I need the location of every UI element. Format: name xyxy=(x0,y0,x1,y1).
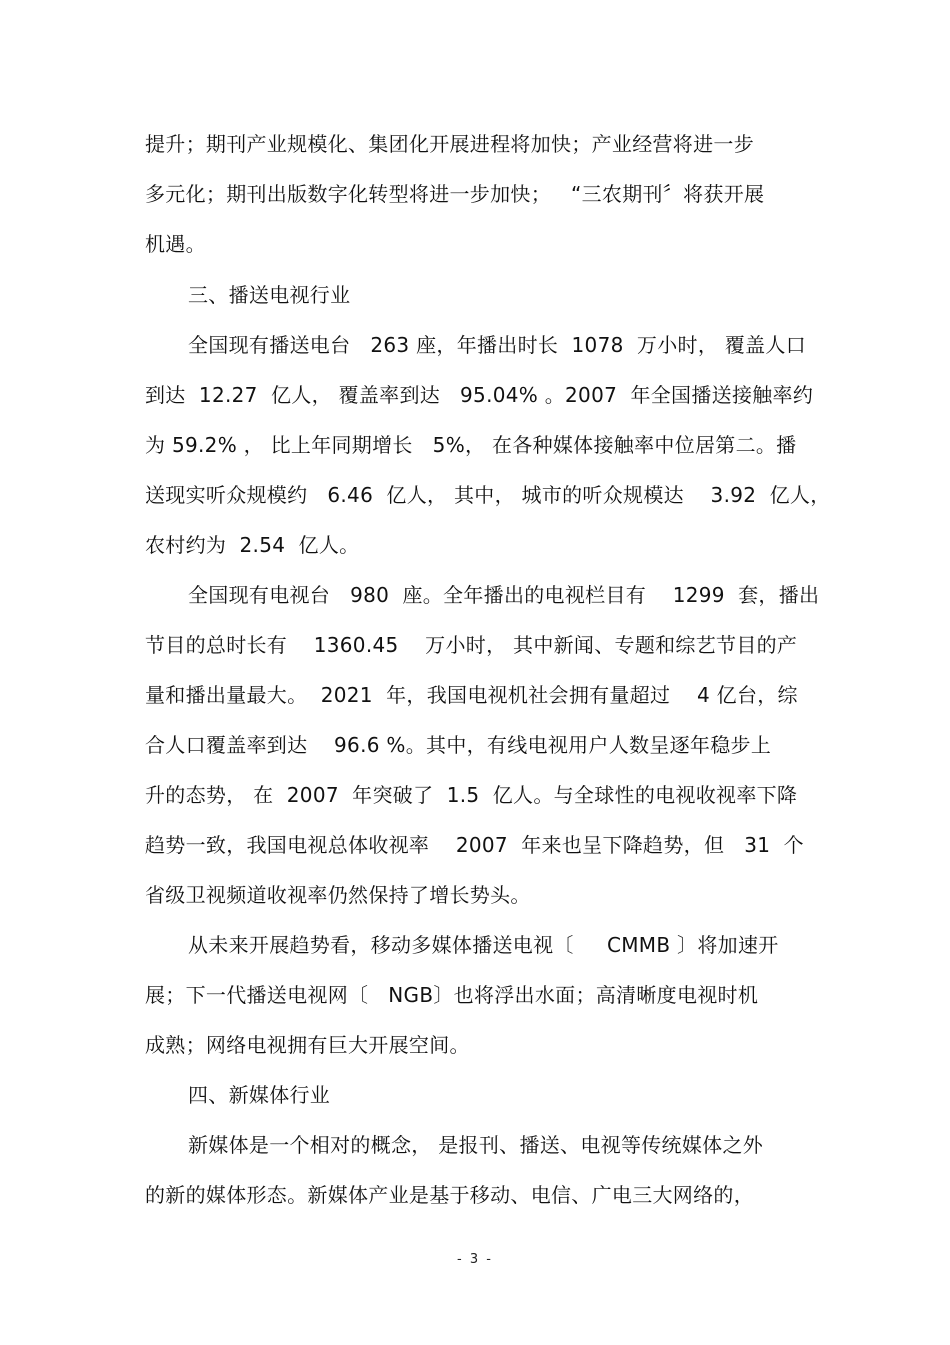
section-heading: 三、播送电视行业 xyxy=(188,283,351,307)
text-line: 量和播出量最大。 2021 年，我国电视机社会拥有量超过 4 亿台，综 xyxy=(145,683,798,707)
text-line: 节目的总时长有 1360.45 万小时， 其中新闻、专题和综艺节目的产 xyxy=(145,633,798,657)
text-line: 提升；期刊产业规模化、集团化开展进程将加快；产业经营将进一步 xyxy=(145,132,754,156)
text-line: 全国现有播送电台 263 座，年播出时长 1078 万小时， 覆盖人口 xyxy=(188,333,806,357)
text-line: 省级卫视频道收视率仍然保持了增长势头。 xyxy=(145,883,531,907)
text-line: 升的态势， 在 2007 年突破了 1.5 亿人。与全球性的电视收视率下降 xyxy=(145,783,798,807)
page-number: - 3 - xyxy=(457,1252,493,1267)
text-line: 机遇。 xyxy=(145,232,206,256)
text-line: 为 59.2% ， 比上年同期增长 5%， 在各种媒体接触率中位居第二。播 xyxy=(145,433,797,457)
text-line: 送现实听众规模约 6.46 亿人， 其中， 城市的听众规模达 3.92 亿人， xyxy=(145,483,831,507)
text-line: 多元化；期刊出版数字化转型将进一步加快； “三农期刊〞将获开展 xyxy=(145,182,765,206)
text-line: 农村约为 2.54 亿人。 xyxy=(145,533,360,557)
text-line: 全国现有电视台 980 座。全年播出的电视栏目有 1299 套，播出 xyxy=(188,583,820,607)
text-line: 从未来开展趋势看，移动多媒体播送电视〔 CMMB 〕将加速开 xyxy=(188,933,779,957)
text-line: 新媒体是一个相对的概念， 是报刊、播送、电视等传统媒体之外 xyxy=(188,1133,764,1157)
text-line: 成熟；网络电视拥有巨大开展空间。 xyxy=(145,1033,470,1057)
section-heading: 四、新媒体行业 xyxy=(188,1083,331,1107)
text-line: 趋势一致，我国电视总体收视率 2007 年来也呈下降趋势，但 31 个 xyxy=(145,833,804,857)
text-line: 合人口覆盖率到达 96.6 %。其中，有线电视用户人数呈逐年稳步上 xyxy=(145,733,772,757)
text-line: 到达 12.27 亿人， 覆盖率到达 95.04% 。2007 年全国播送接触率约 xyxy=(145,383,814,407)
text-line: 的新的媒体形态。新媒体产业是基于移动、电信、广电三大网络的， xyxy=(145,1183,754,1207)
text-line: 展；下一代播送电视网〔 NGB〕也将浮出水面；高清晰度电视时机 xyxy=(145,983,759,1007)
